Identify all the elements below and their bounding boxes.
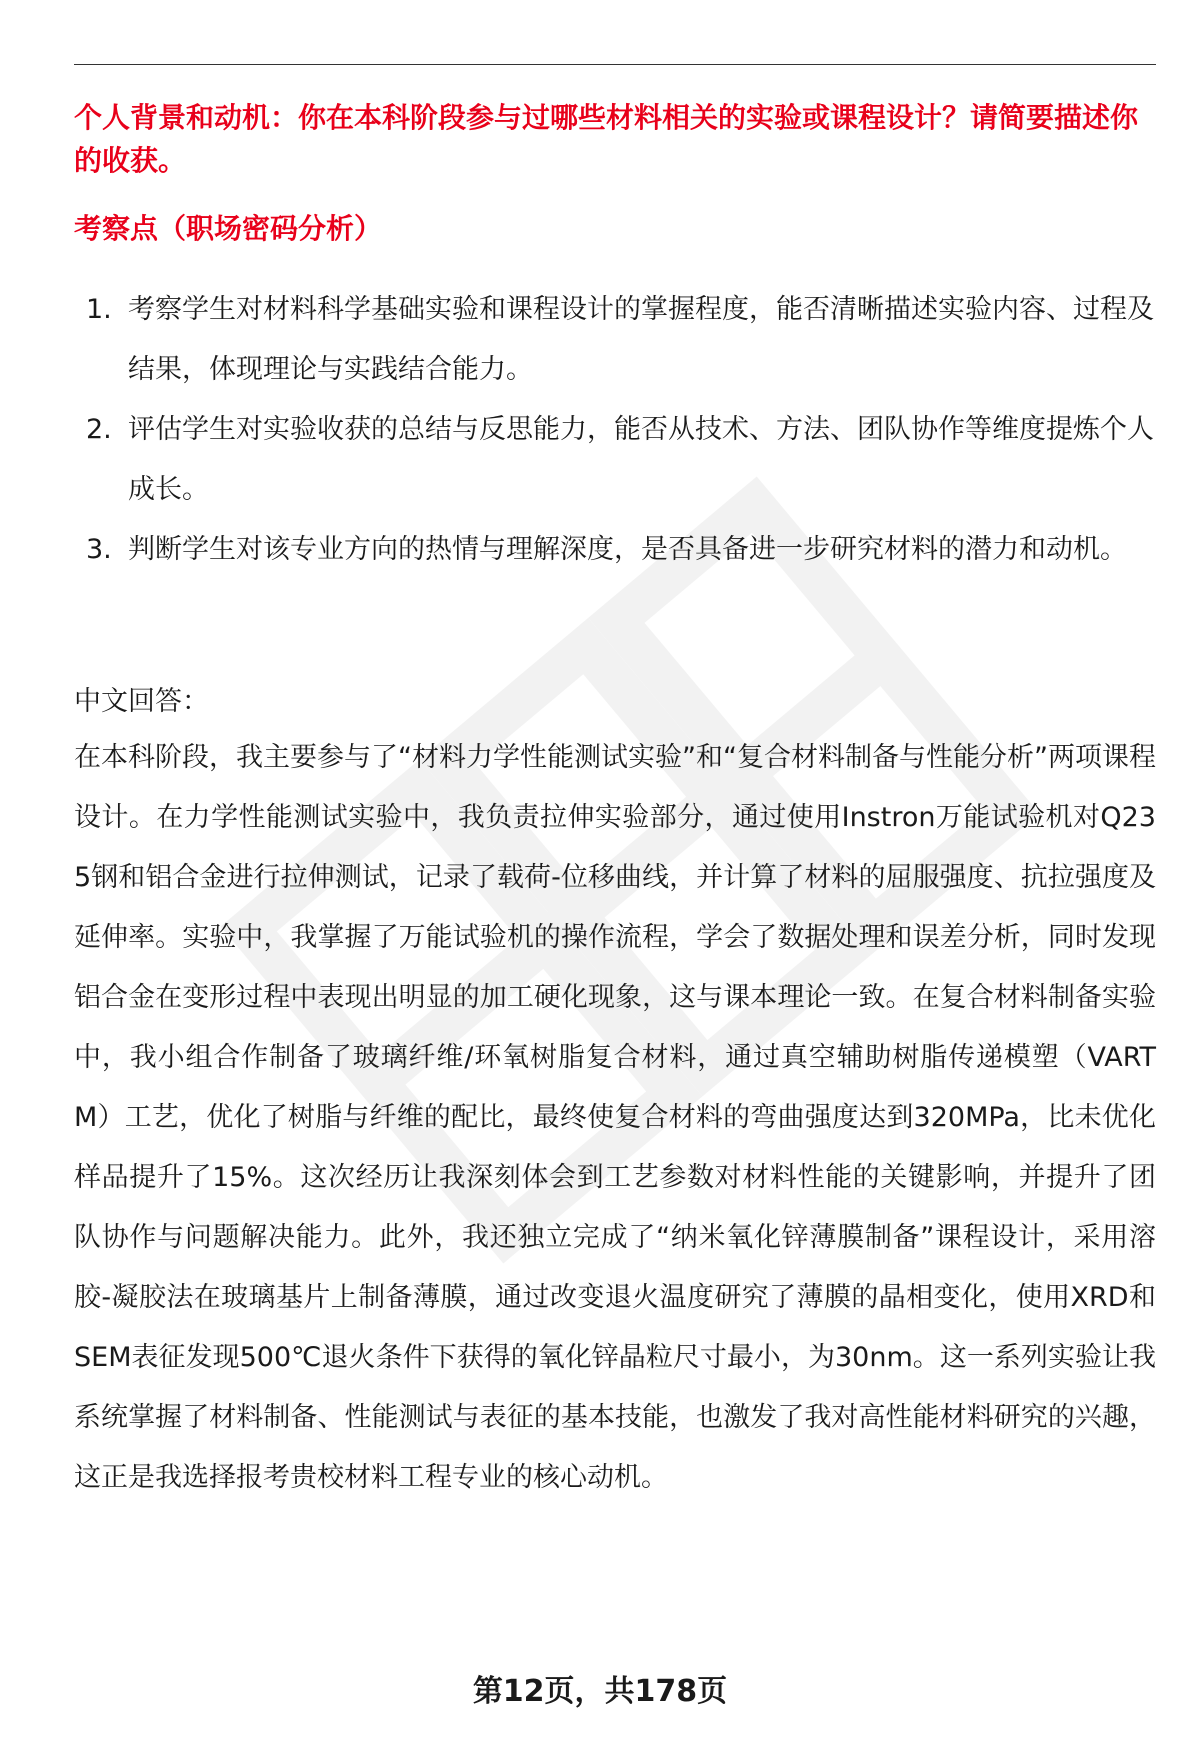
top-divider [74, 64, 1156, 65]
answer-label: 中文回答： [74, 686, 209, 717]
list-item-number: 2. [86, 414, 112, 445]
answer-paragraph: 在本科阶段，我主要参与了“材料力学性能测试实验”和“复合材料制备与性能分析”两项课程设计。在力学性能测试实验中，我负责拉伸实验部分，通过使用Instron万能试验机对Q235钢和铝合金进行拉伸测试，记录了载荷-位移曲线，并计算了材料的屈服强度、抗拉强度及延伸率。实验中，我掌握了万能试验机的操作流程，学会了数据处理和误差分析，同时发现铝合金在变形过程中表现出明显的加工硬化现象，这与课本理论一致。在复合材料制备实验中，我小组合作制备了玻璃纤维/环氧树脂复合材料，通过真空辅助树脂传递模塑（VARTM）工艺，优化了树脂与纤维的配比，最终使复合材料的弯曲强度达到320MPa，比未优化样品提升了15%。这次经历让我深刻体会到工艺参数对材料性能的关键影响，并提升了团队协作与问题解决能力。此外，我还独立完成了“纳米氧化锌薄膜制备”课程设计，采用溶胶-凝胶法在玻璃基片上制备薄膜，通过改变退火温度研究了薄膜的晶相变化，使用XRD和SEM表征发现500℃退火条件下获得的氧化锌晶粒尺寸最小，为30nm。这一系列实验让我系统掌握了材料制备、性能测试与表征的基本技能，也激发了我对高性能材料研究的兴趣，这正是我选择报考贵校材料工程专业的核心动机。 [74, 742, 1156, 1493]
section-title: 考察点（职场密码分析） [74, 212, 383, 245]
list-item-number: 3. [86, 534, 112, 565]
page-number: 第12页，共178页 [472, 1674, 728, 1709]
list-item [74, 520, 1156, 580]
assessment-points-list [74, 280, 1156, 580]
list-item-text: 判断学生对该专业方向的热情与理解深度，是否具备进一步研究材料的潜力和动机。 [128, 534, 1127, 565]
list-item [74, 400, 1156, 520]
list-item-text: 考察学生对材料科学基础实验和课程设计的掌握程度，能否清晰描述实验内容、过程及结果，体现理论与实践结合能力。 [128, 294, 1154, 385]
list-item [74, 280, 1156, 400]
question-heading: 个人背景和动机：你在本科阶段参与过哪些材料相关的实验或课程设计？请简要描述你的收获。 [74, 101, 1139, 177]
list-item-text: 评估学生对实验收获的总结与反思能力，能否从技术、方法、团队协作等维度提炼个人成长。 [128, 414, 1154, 505]
list-item-number: 1. [86, 294, 112, 325]
